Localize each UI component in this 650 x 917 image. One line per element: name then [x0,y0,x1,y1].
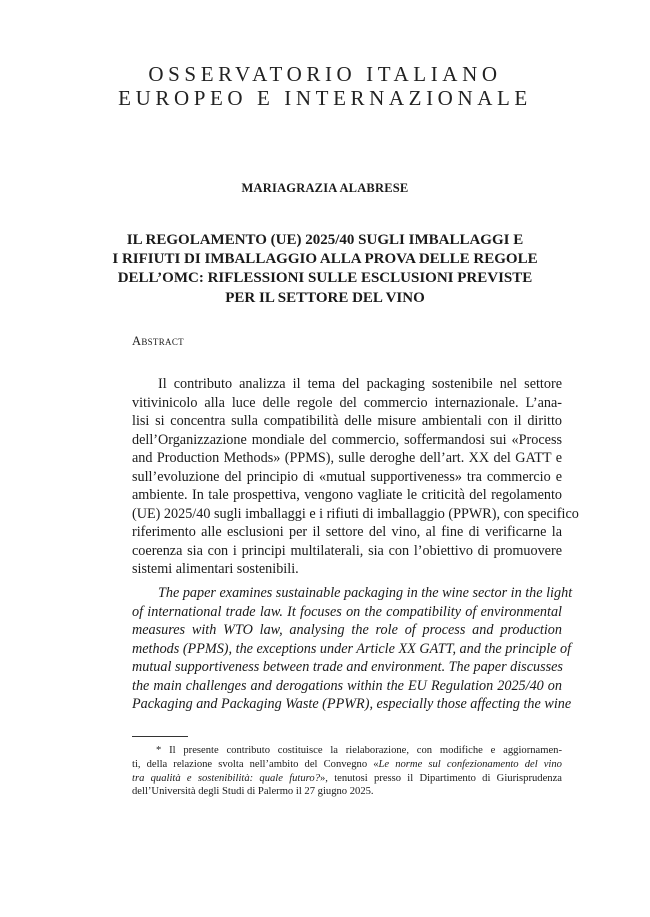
footnote-line [132,758,562,772]
abstract-line: of international trade law. It focuses on the compatibility of environmental [132,603,562,620]
footnote-text: », tenutosi presso il Dipartimento di Giurisprudenza [320,772,562,784]
abstract-italian [132,375,579,579]
abstract-line: Packaging and Packaging Waste (PPWR), especially those affecting the wine [132,696,572,712]
footnote-italic-text: Le norme sul confezionamento del vino [378,758,562,770]
journal-header [0,62,650,110]
abstract-line: methods (PPMS), the exceptions under Article XX GATT, and the principle of [132,640,572,657]
abstract-line: dell’Organizzazione mondiale del commercio, soffermandosi sui «Process [132,431,562,448]
abstract-line: lisi si concentra sulla compatibilità delle misure ambientali con il diritto [132,413,562,429]
abstract-line: mutual supportiveness between trade and environment. The paper discusses [132,659,563,675]
abstract-line: sistemi alimentari sostenibili. [132,561,299,577]
footnote-text: ti, della relazione svolta nell’ambito del Convegno « [132,758,379,770]
abstract-line: ambiente. In tale prospettiva, vengono vagliate le criticità del regolamento [132,487,562,503]
abstract-line: the main challenges and derogations within the EU Regulation 2025/40 on [132,677,562,694]
footnote-line: * Il presente contributo costituisce la rielaborazione, con modifiche e aggiornamen- [156,745,562,756]
title-line: I RIFIUTI DI IMBALLAGGIO ALLA PROVA DELLE REGOLE [112,251,538,268]
abstract-line: measures with WTO law, analysing the role of process and production [132,622,562,638]
journal-name-line-1: OSSERVATORIO ITALIANO [148,62,502,86]
footnote-line: dell’Università degli Studi di Palermo il 27 giugno 2025. [132,786,374,798]
title-line: DELL’OMC: RIFLESSIONI SULLE ESCLUSIONI PREVISTE [117,270,533,287]
title-line: PER IL SETTORE DEL VINO [225,289,425,306]
author-name: MARIAGRAZIA ALABRESE [241,181,409,195]
abstract-line: Il contributo analizza il tema del packaging sostenibile nel settore [158,376,562,392]
footnote [132,744,562,799]
title-line: IL REGOLAMENTO (UE) 2025/40 SUGLI IMBALLAGGI E [126,232,524,248]
abstract-line: riferimento alle esclusioni per il settore del vino, al fine di verificarne la [132,524,562,540]
abstract-line: coerenza sia con i principi multilaterali, sia con l’obiettivo di promuovere [132,542,562,559]
abstract-line: sull’evoluzione del principio di «mutual supportiveness» tra commercio e [132,468,562,485]
footnote-separator [132,736,188,737]
footnote-italic-text: tra qualità e sostenibilità: quale futuro? [132,772,320,784]
abstract-line: (UE) 2025/40 sugli imballaggi e i rifiuti di imballaggio (PPWR), con specifico [132,505,579,522]
abstract-line: The paper examines sustainable packaging in the wine sector in the light [158,585,573,601]
abstract-line: vitivinicolo alla luce delle regole del commercio internazionale. L’ana- [132,394,562,411]
abstract-english [132,584,573,714]
abstract-line: and Production Methods» (PPMS), sulle deroghe dell’art. XX del GATT e [132,450,562,466]
article-title [100,231,550,308]
journal-name-line-2: EUROPEO E INTERNAZIONALE [118,86,532,110]
footnote-line [132,772,562,786]
abstract-heading: Abstract [132,334,184,348]
